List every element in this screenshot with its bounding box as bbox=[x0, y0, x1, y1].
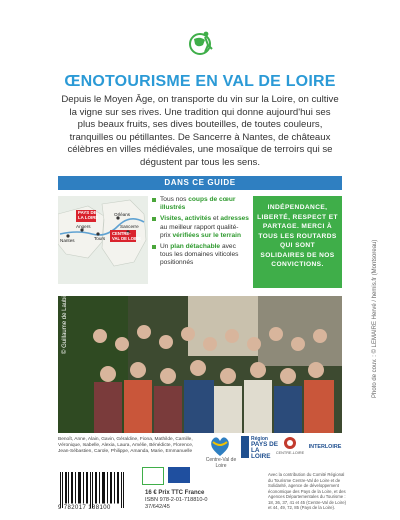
centre-loire-logo-icon bbox=[283, 436, 297, 450]
map-city-nantes: Nantes bbox=[60, 238, 75, 243]
map-city-sancerre: Sancerre bbox=[120, 224, 139, 229]
ref-code: 37/642/45 bbox=[145, 504, 170, 510]
map-city-orleans: Orléans bbox=[114, 212, 131, 217]
routard-globe-logo-icon bbox=[185, 28, 215, 62]
partner-loire-small-label: CENTRE-LOIRE bbox=[275, 451, 305, 455]
values-callout: INDÉPENDANCE, LIBERTÉ, RESPECT ET PARTAGE. MERCI À TOUS LES ROUTARDS QUI SONT SOLIDAIRES DE NOS CONVICTIONS. bbox=[253, 196, 342, 288]
recycling-badge-icon bbox=[142, 467, 164, 485]
partner-pays-loire-label: Région PAYS DE LA LOIRE bbox=[251, 436, 278, 460]
map-city-tours: Tours bbox=[94, 236, 106, 241]
map-region-pays-label: PAYS DE LA LOIRE bbox=[78, 210, 99, 220]
map-city-angers: Angers bbox=[76, 224, 91, 229]
partner-logos bbox=[205, 434, 342, 468]
certification-badges bbox=[142, 467, 200, 487]
price-block bbox=[145, 490, 208, 511]
partner-centre-label: Centre-Val de Loire bbox=[205, 457, 237, 469]
isbn: ISBN 978-2-01-718810-0 bbox=[145, 497, 208, 503]
feature-item: Un plan détachable avec tous les domaines viticoles positionnés bbox=[152, 243, 249, 268]
team-photo bbox=[58, 296, 342, 433]
team-names: Benoît, Anne, Alain, Gavin, Géraldine, Fiona, Mathilde, Camille, Véronique, Isabelle, Alexia, Laura, Amélie, Bénédicte, Florence, Jean-Sébastien, Carole, Philippe, Amanda, Marie, Emmanuelle bbox=[58, 437, 194, 454]
cover-photo-credit: Photo de couv. : © LEMAIRE Hervé / hemis.fr (Montsoreau) bbox=[372, 239, 378, 398]
contribution-note: Avec la contribution du Comité Régional du Tourisme Centre-Val de Loire et de Solidarité, agence de développement économique des Pays de la Loire, et des Agences Départementales du Tourisme : 18, 36, 37, 41 et 45 (Centre-Val de Loire) et 44, 49, 72, 85 (Pays de la Loire). bbox=[268, 472, 347, 510]
eu-flag-icon bbox=[168, 467, 190, 483]
pays-loire-mark-icon bbox=[241, 436, 249, 458]
team-photo-graphic bbox=[58, 296, 342, 433]
centre-val-de-loire-logo-icon bbox=[205, 434, 235, 458]
barcode-icon bbox=[58, 472, 128, 508]
partner-interloire-label: INTERLOIRE bbox=[308, 444, 342, 450]
photo-credit: © Guillaume de Laubier bbox=[62, 290, 68, 354]
intro-paragraph bbox=[60, 94, 340, 170]
page-title: ŒNOTOURISME EN VAL DE LOIRE bbox=[64, 73, 336, 90]
barcode-number: 9 782017 188100 bbox=[58, 505, 111, 511]
feature-item: Tous nos coups de cœur illustrés bbox=[152, 196, 249, 212]
feature-item: Visites, activités et adresses au meilleur rapport qualité-prix vérifiées sur le terrain bbox=[152, 215, 249, 240]
map-region-centre-label: CENTRE- VAL DE LOIRE bbox=[112, 231, 141, 241]
region-map bbox=[58, 196, 148, 284]
guide-features-list bbox=[152, 196, 249, 271]
intro-text: Depuis le Moyen Âge, on transporte du vin sur la Loire, on cultive la vigne sur ses rives. Une tradition qui donne aujourd'hui ses plus beaux fruits, ses dives bouteilles, de toutes couleurs, tranquilles ou pétillantes. De Sancerre à Nantes, de châteaux célèbres en villes médiévales, une mosaïque de terroirs qui se dégustent par tous les sens. bbox=[61, 94, 339, 168]
price-line: 16 € Prix TTC France bbox=[145, 490, 205, 496]
section-banner: DANS CE GUIDE bbox=[58, 176, 342, 190]
